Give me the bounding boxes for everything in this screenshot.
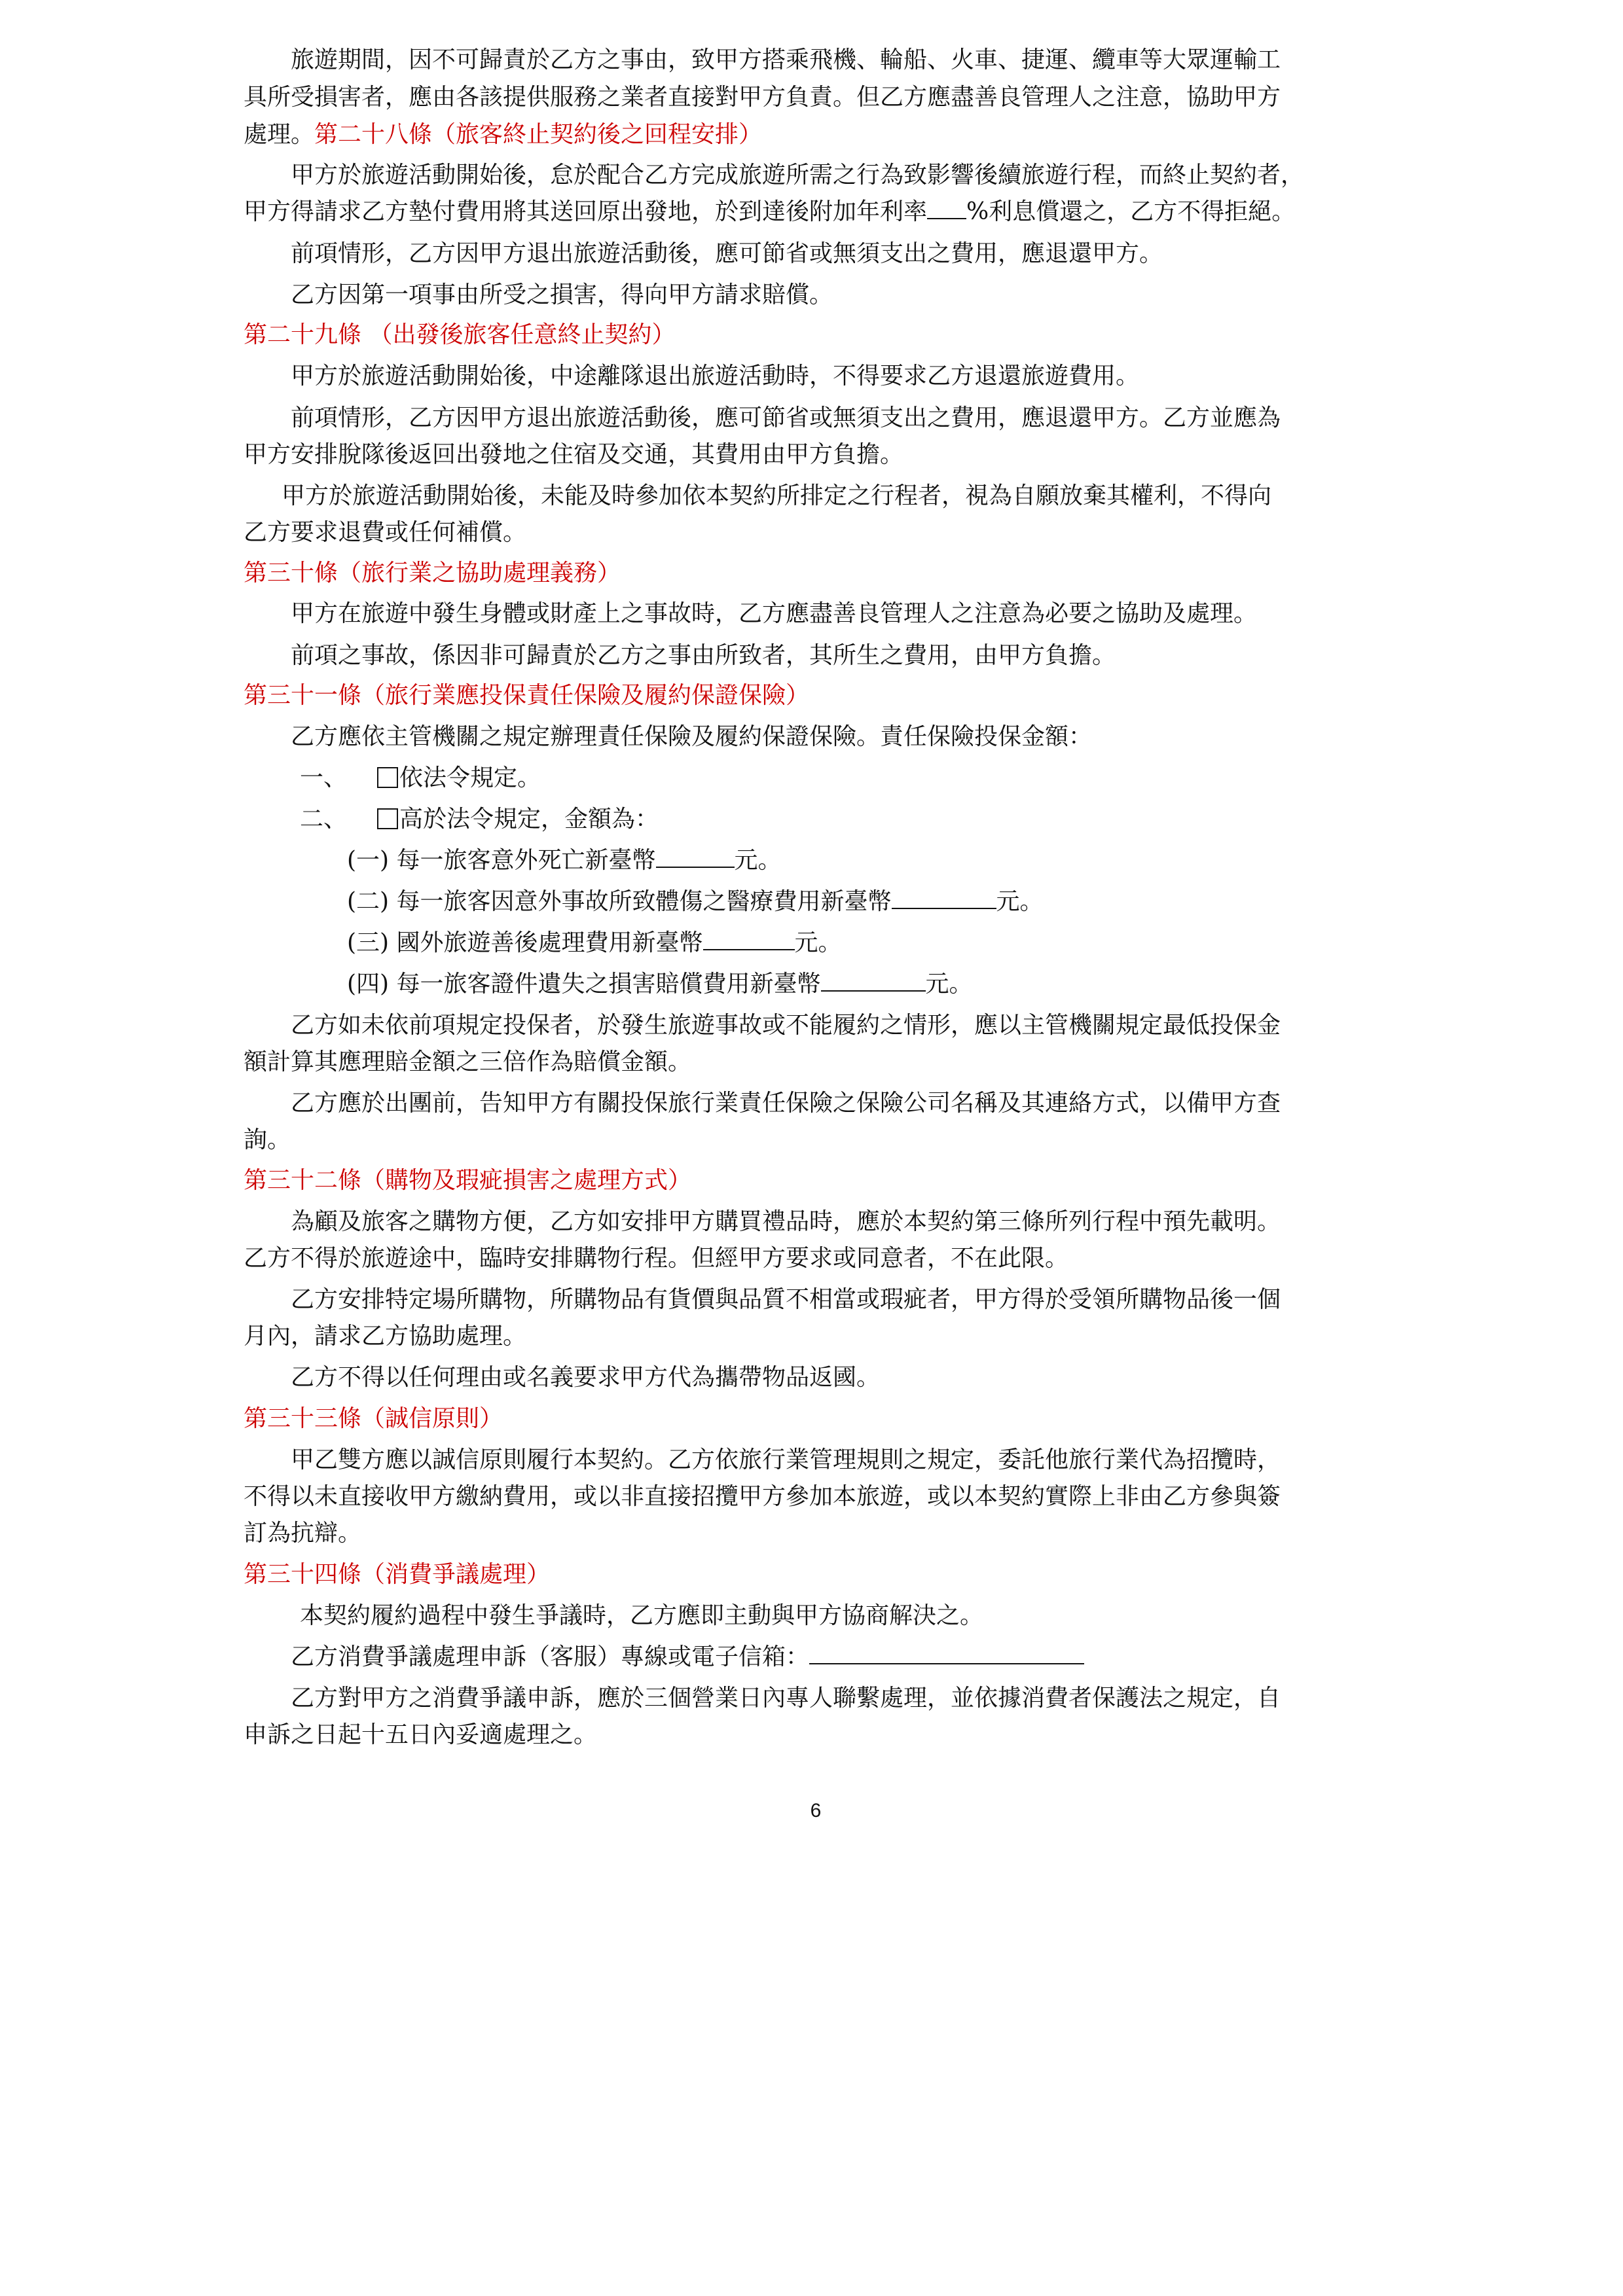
paragraph-line: 甲方於旅遊活動開始後，怠於配合乙方完成旅遊所需之行為致影響後續旅遊行程，而終止契約者， xyxy=(291,162,1305,188)
paragraph-line: 甲方於旅遊活動開始後，中途離隊退出旅遊活動時，不得要求乙方退還旅遊費用。 xyxy=(291,363,1140,389)
paragraph-line: 額計算其應理賠金額之三倍作為賠償金額。 xyxy=(244,1049,692,1075)
sub-item-text: 元。 xyxy=(925,971,973,997)
aftermath-amount-blank[interactable] xyxy=(703,929,795,950)
sub-item-line xyxy=(347,888,1044,916)
document-loss-amount-blank[interactable] xyxy=(821,971,926,992)
paragraph-line: 旅遊期間，因不可歸責於乙方之事由，致甲方搭乘飛機、輪船、火車、捷運、纜車等大眾運輸工 xyxy=(291,46,1281,73)
article-31-heading: 第三十一條（旅行業應投保責任保險及履約保證保險） xyxy=(244,682,810,709)
paragraph-line: 不得以未直接收甲方繳納費用，或以非直接招攬甲方參加本旅遊，或以本契約實際上非由乙方參與簽 xyxy=(244,1483,1281,1510)
option-line xyxy=(300,805,659,834)
legal-minimum-checkbox[interactable] xyxy=(377,767,398,788)
paragraph-text: 甲方得請求乙方墊付費用將其送回原出發地，於到達後附加年利率 xyxy=(244,198,928,225)
paragraph-line: 具所受損害者，應由各該提供服務之業者直接對甲方負責。但乙方應盡善良管理人之注意，協助甲方 xyxy=(244,84,1281,111)
paragraph-line: 乙方因第一項事由所受之損害，得向甲方請求賠償。 xyxy=(291,281,833,308)
sub-item-text: 元。 xyxy=(996,888,1044,915)
paragraph-line: 為顧及旅客之購物方便，乙方如安排甲方購買禮品時，應於本契約第三條所列行程中預先載明。 xyxy=(291,1208,1281,1235)
option-text: 高於法令規定，金額為： xyxy=(399,806,659,833)
paragraph-line: 本契約履約過程中發生爭議時，乙方應即主動與甲方協商解決之。 xyxy=(300,1602,984,1629)
sub-item-text: 元。 xyxy=(794,929,842,956)
paragraph-line: 甲乙雙方應以誠信原則履行本契約。乙方依旅行業管理規則之規定，委託他旅行業代為招攬時， xyxy=(291,1446,1281,1473)
paragraph-text: 處理。 xyxy=(244,121,315,148)
death-amount-blank[interactable] xyxy=(656,847,735,868)
article-33-heading: 第三十三條（誠信原則） xyxy=(244,1405,503,1432)
paragraph-line: 乙方安排特定場所購物，所購物品有貨價與品質不相當或瑕疵者，甲方得於受領所購物品後一個 xyxy=(291,1286,1281,1313)
paragraph-line: 訂為抗辯。 xyxy=(244,1520,362,1547)
sub-item-line xyxy=(347,846,782,875)
paragraph-line: 乙方如未依前項規定投保者，於發生旅遊事故或不能履約之情形，應以主管機關規定最低投保金 xyxy=(291,1012,1281,1039)
article-28-heading: 第二十八條（旅客終止契約後之回程安排） xyxy=(314,121,763,148)
complaint-hotline-blank[interactable] xyxy=(809,1643,1084,1664)
paragraph-line: 甲方安排脫隊後返回出發地之住宿及交通，其費用由甲方負擔。 xyxy=(244,441,904,468)
paragraph-line: 申訴之日起十五日內妥適處理之。 xyxy=(244,1721,598,1748)
paragraph-line: 乙方對甲方之消費爭議申訴，應於三個營業日內專人聯繫處理，並依據消費者保護法之規定，自 xyxy=(291,1685,1281,1712)
paragraph-line: 乙方應於出團前，告知甲方有關投保旅行業責任保險之保險公司名稱及其連絡方式，以備甲方查 xyxy=(291,1090,1281,1117)
paragraph-line: 甲方於旅遊活動開始後，未能及時參加依本契約所排定之行程者，視為自願放棄其權利，不得向 xyxy=(282,482,1272,509)
option-number: 一、 xyxy=(300,764,348,791)
paragraph-line: 月內，請求乙方協助處理。 xyxy=(244,1323,527,1350)
sub-item-text: (二) 每一旅客因意外事故所致體傷之醫療費用新臺幣 xyxy=(347,888,892,915)
sub-item-line xyxy=(347,929,842,958)
higher-amount-checkbox[interactable] xyxy=(377,808,398,829)
option-line xyxy=(300,764,541,793)
sub-item-line xyxy=(347,970,973,999)
option-number: 二、 xyxy=(300,806,348,833)
paragraph-line xyxy=(291,1643,1084,1672)
paragraph-line: 前項之事故，係因非可歸責於乙方之事由所致者，其所生之費用，由甲方負擔。 xyxy=(291,642,1116,669)
paragraph-line: 前項情形，乙方因甲方退出旅遊活動後，應可節省或無須支出之費用，應退還甲方。乙方並應為 xyxy=(291,404,1281,431)
paragraph-line: 甲方在旅遊中發生身體或財產上之事故時，乙方應盡善良管理人之注意為必要之協助及處理。 xyxy=(291,600,1258,627)
interest-rate-blank[interactable] xyxy=(927,198,966,219)
article-30-heading: 第三十條（旅行業之協助處理義務） xyxy=(244,560,621,586)
option-text: 依法令規定。 xyxy=(399,764,541,791)
paragraph-line: 前項情形，乙方因甲方退出旅遊活動後，應可節省或無須支出之費用，應退還甲方。 xyxy=(291,240,1163,267)
paragraph-line: 乙方要求退費或任何補償。 xyxy=(244,519,527,546)
paragraph-text: %利息償還之，乙方不得拒絕。 xyxy=(966,198,1296,225)
article-29-heading: 第二十九條 （出發後旅客任意終止契約） xyxy=(244,321,676,348)
sub-item-text: (三) 國外旅遊善後處理費用新臺幣 xyxy=(347,929,703,956)
sub-item-text: (四) 每一旅客證件遺失之損害賠償費用新臺幣 xyxy=(347,971,821,997)
article-34-heading: 第三十四條（消費爭議處理） xyxy=(244,1561,551,1588)
paragraph-line: 乙方應依主管機關之規定辦理責任保險及履約保證保險。責任保險投保金額： xyxy=(291,723,1093,750)
paragraph-line: 乙方不得於旅遊途中，臨時安排購物行程。但經甲方要求或同意者，不在此限。 xyxy=(244,1245,1069,1272)
paragraph-text: 乙方消費爭議處理申訴（客服）專線或電子信箱： xyxy=(291,1643,810,1670)
paragraph-line: 詢。 xyxy=(244,1126,291,1153)
paragraph-line xyxy=(244,198,1295,226)
sub-item-text: (一) 每一旅客意外死亡新臺幣 xyxy=(347,847,656,874)
article-32-heading: 第三十二條（購物及瑕疵損害之處理方式） xyxy=(244,1167,692,1194)
paragraph-line: 乙方不得以任何理由或名義要求甲方代為攜帶物品返國。 xyxy=(291,1364,881,1391)
paragraph-line xyxy=(244,120,762,149)
medical-amount-blank[interactable] xyxy=(892,888,996,909)
page-number: 6 xyxy=(810,1800,822,1821)
sub-item-text: 元。 xyxy=(734,847,782,874)
